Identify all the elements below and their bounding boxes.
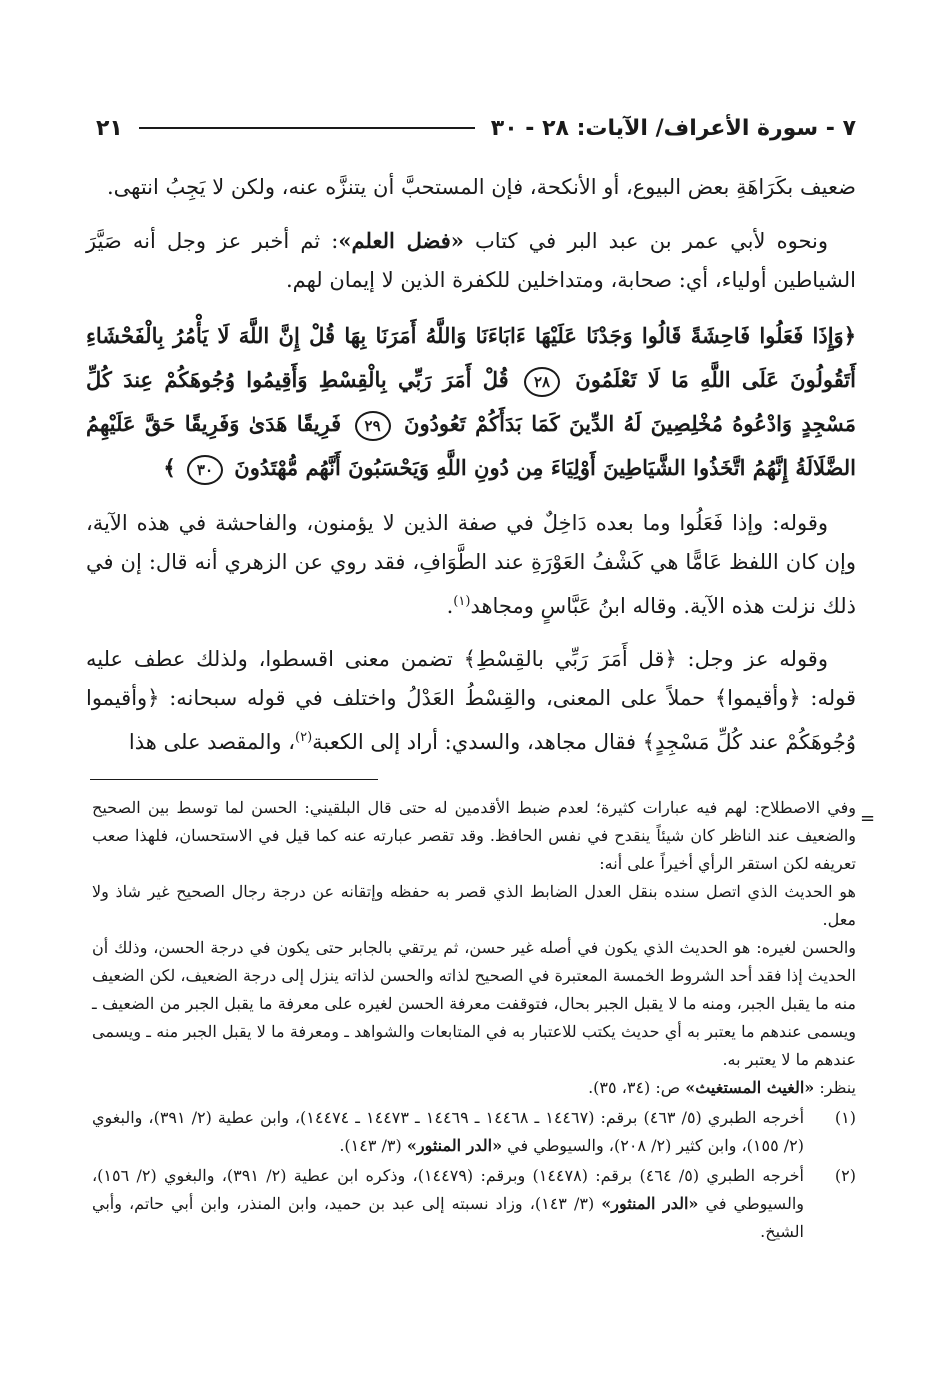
page-header <box>96 112 856 144</box>
footnote-1-text <box>92 1104 804 1160</box>
footnote-continued-2: هو الحديث الذي اتصل سنده بنقل العدل الضابط الذي قصر به حفظه وإتقانه عن درجة رجال الصحيح غير شاذ ولا معل. <box>92 882 856 929</box>
quran-verse-28: ﴿وَإِذَا فَعَلُوا فَاحِشَةً قَالُوا وَجَدْنَا عَلَيْهَا ءَابَاءَنَا وَاللَّهُ أَمَرَنَا بِهَا قُلْ إِنَّ اللَّهَ لَا يَأْمُرُ بِالْفَحْشَاءِ أَتَقُولُونَ عَلَى اللَّهِ مَا لَا تَعْلَمُونَ <box>86 323 856 392</box>
footnote-2-text <box>92 1162 804 1246</box>
ayah-marker-30: ٣٠ <box>187 455 223 485</box>
p4-end: ، والمقصد على هذا <box>128 730 295 754</box>
footnote-separator <box>90 779 378 780</box>
footnotes <box>92 794 856 1246</box>
book-title-ghayth: «الغيث المستغيث» <box>685 1078 815 1097</box>
quran-verses <box>86 314 856 490</box>
fn2-b: (٣/ ١٤٣)، وزاد نسبته إلى عبد بن حميد، وابن المنذر، وابن أبي حاتم، وأبي الشيخ. <box>92 1194 804 1241</box>
header-rule <box>139 127 475 129</box>
fn2-book-title: «الدر المنثور» <box>601 1194 699 1213</box>
p2-text-before: ونحوه لأبي عمر بن عبد البر في كتاب <box>463 229 828 253</box>
c4-before: ينظر: <box>814 1078 856 1097</box>
c4-after: ص: (٣٤، ٣٥). <box>588 1078 686 1097</box>
ayah-marker-28: ٢٨ <box>524 367 560 397</box>
ayah-marker-29: ٢٩ <box>355 411 391 441</box>
paragraph-4 <box>86 640 856 762</box>
footnote-continued-1: وفي الاصطلاح: لهم فيه عبارات كثيرة؛ لعدم ضبط الأقدمين له حتى قال البلقيني: الحسن لما توسط بين الصحيح والضعيف عند الناظر كان شيئاً ينقدح في نفس الحافظ. وقد تقصر عبارته عنه كما قيل في الاستحسان، فلهذا صعب تعريفه لكن استقر الرأي أخيراً على أنه: <box>92 798 856 873</box>
footnote-continued-4 <box>92 1074 856 1102</box>
chapter-title: ٧ - سورة الأعراف/ الآيات: ٢٨ - ٣٠ <box>490 115 856 141</box>
continuation-mark: = <box>860 808 876 829</box>
p3-end: . <box>446 594 454 618</box>
p4-text: وقوله عز وجل: ﴿قل أَمَرَ رَبِّي بالقِسْطِ﴾ تضمن معنى اقسطوا، ولذلك عطف عليه قوله: ﴿وأقيموا﴾ حملاً على المعنى، والقِسْطُ العَدْلُ واختلف في قوله سبحانه: ﴿وأقيموا وُجُوهَكُمْ عند كُلِّ مَسْجِدٍ﴾ فقال مجاهد، والسدي: أراد إلى الكعبة <box>86 647 856 754</box>
page-number: ٢١ <box>96 115 123 141</box>
footnote-ref-1: (١) <box>453 594 471 609</box>
main-text <box>86 168 856 776</box>
quran-close-bracket: ﴾ <box>163 455 176 480</box>
footnote-2-number: (٢) <box>834 1166 856 1185</box>
footnote-1 <box>92 1104 856 1160</box>
footnote-continued-3: والحسن لغيره: هو الحديث الذي يكون في أصله غير حسن، ثم يرتقي بالجابر حتى يكون في درجة الحسن، وذلك أن الحديث إذا فقد أحد الشروط الخمسة المعتبرة في الصحيح لذاته والحسن لذاته ينزل إلى درجة الضعيف، لكن الضعيف منه ما يقبل الجبر، ومنه ما لا يقبل الجبر بحال، فتوقفت معرفة الحسن لغيره على معرفة ما يقبل الجبر من الضعيف ـ ويسمى عندهم ما يعتبر به أي حديث يكتب للاعتبار به في المتابعات والشواهد ـ ومعرفة ما لا يقبل الجبر منه ـ ويسمى عندهم ما لا يعتبر به. <box>92 938 857 1069</box>
fn1-after: (٣/ ١٤٣). <box>339 1136 407 1155</box>
book-title-fadl-alilm: «فضل العلم» <box>338 228 464 253</box>
paragraph-2 <box>86 221 856 300</box>
footnote-ref-2: (٢) <box>295 730 313 745</box>
paragraph-1: ضعيف بكَرَاهَةِ بعض البيوع، أو الأنكحة، فإن المستحبَّ أن يتنزَّه عنه، ولكن لا يَجِبُ انتهى. <box>106 175 856 199</box>
fn2-a: أخرجه الطبري (٥/ ٤٦٤) برقم: (١٤٤٧٨) وبرقم: (١٤٤٧٩)، وذكره ابن عطية (٢/ ٣٩١)، والبغوي (٢/ ١٥٦)، والسيوطي في <box>92 1166 805 1213</box>
p2-text-after: : ثم أخبر عز وجل أنه صَيَّرَ الشياطين أولياء، أي: صحابة، ومتداخلين للكفرة الذين لا إيمان لهم. <box>86 229 856 292</box>
quran-verse-30: فَرِيقًا هَدَىٰ وَفَرِيقًا حَقَّ عَلَيْهِمُ الضَّلَالَةُ إِنَّهُمُ اتَّخَذُوا الشَّيَاطِينَ أَوْلِيَاءَ مِن دُونِ اللَّهِ وَيَحْسَبُونَ أَنَّهُم مُّهْتَدُونَ <box>86 411 856 480</box>
quran-verse-29: قُلْ أَمَرَ رَبِّي بِالْقِسْطِ وَأَقِيمُوا وُجُوهَكُمْ عِندَ كُلِّ مَسْجِدٍ وَادْعُوهُ مُخْلِصِينَ لَهُ الدِّينَ كَمَا بَدَأَكُمْ تَعُودُونَ <box>86 367 857 436</box>
fn1-book-title: «الدر المنثور» <box>406 1136 503 1155</box>
p3-text: وقوله: وإذا فَعَلُوا وما بعده دَاخِلٌ في صفة الذين لا يؤمنون، والفاحشة في هذه الآية، وإن كان اللفظ عَامًّا هي كَشْفُ العَوْرَةِ عند الطَّوَافِ، فقد روي عن الزهري أنه قال: إن في ذلك نزلت هذه الآية. وقاله ابنُ عَبَّاسٍ ومجاهد <box>86 511 856 618</box>
fn1-before: أخرجه الطبري (٥/ ٤٦٣) برقم: (١٤٤٦٧ ـ ١٤٤٦٨ ـ ١٤٤٦٩ ـ ١٤٤٧٣ ـ ١٤٤٧٤)، وابن عطية (٢/ ٣٩١)، والبغوي (٢/ ١٥٥)، وابن كثير (٢/ ٢٠٨)، والسيوطي في <box>92 1108 805 1155</box>
footnote-2 <box>92 1162 856 1246</box>
paragraph-3 <box>86 504 856 626</box>
footnote-1-number: (١) <box>834 1108 856 1127</box>
